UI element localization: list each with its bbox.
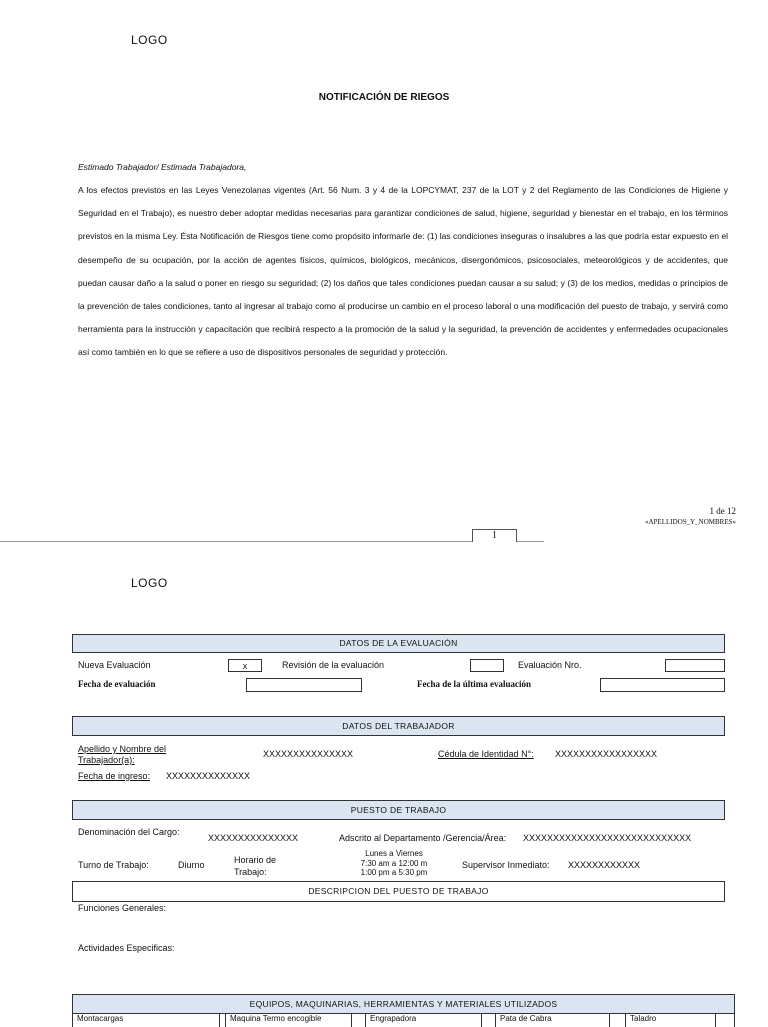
evaluacion-nro-field[interactable] (665, 659, 725, 672)
supervisor-label: Supervisor Inmediato: (462, 860, 550, 870)
revision-label: Revisión de la evaluación (282, 660, 385, 670)
greeting: Estimado Trabajador/ Estimada Trabajadora, (78, 162, 247, 172)
document-title: NOTIFICACIÓN DE RIEGOS (318, 92, 450, 103)
horario-value (352, 849, 436, 878)
body-paragraph: A los efectos previstos en las Leyes Venezolanas vigentes (Art. 56 Num. 3 y 4 de la LOPCYMAT, 237 de la LOT y 2 del Reglamento de las Condiciones de Higiene y Seguridad en el Trabajo), es nuestro deber adoptar medidas necesarias para garantizar condiciones de salud, higiene, seguridad y bienestar en el trabajo, en los términos previstos en la misma Ley. Ésta Notificación de Riesgos tiene como propósito informarle de: (1) las condiciones inseguras o insalubres a las que podría estar expuesto en el desempeño de su ocupación, por la acción de agentes físicos, químicos, biológicos, mecánicos, disergonómicos, psicosociales, meteorológicos y de accidentes, que puedan causar daño a la salud o poner en riesgo su seguridad; (2) los daños que tales condiciones puedan causar a su salud; y (3) de los medios, medidas o principios de la prevención de tales condiciones, tanto al ingresar al trabajo como al producirse un cambio en el proceso laboral o una modificación del puesto de trabajo, y servirá como herramienta para la instrucción y capacitación que recibirá respecto a la promoción de la salud y la seguridad, la prevención de accidentes y enfermedades ocupacionales así como también en lo que se refiere a uso de dispositivos personales de seguridad y protección. (78, 185, 728, 358)
equipo-item: Montacargas (77, 1014, 124, 1023)
nueva-evaluacion-checkbox[interactable]: x (228, 659, 262, 672)
equipo-check (609, 1014, 625, 1027)
nueva-evaluacion-label: Nueva Evaluación (78, 660, 151, 670)
equipos-row (72, 1013, 735, 1027)
section-header-evaluacion: DATOS DE LA EVALUACIÓN (72, 634, 725, 653)
actividades-label: Actividades Especificas: (78, 943, 175, 953)
ultima-evaluacion-label: Fecha de la última evaluación (417, 679, 531, 689)
revision-checkbox[interactable] (470, 659, 504, 672)
horario-line-3: 1:00 pm a 5:30 pm (360, 868, 428, 877)
logo-text-page2: LOGO (131, 576, 168, 590)
horario-label: Horario de Trabajo: (234, 855, 277, 877)
section-header-descripcion: DESCRIPCION DEL PUESTO DE TRABAJO (72, 881, 725, 902)
section-header-trabajador: DATOS DEL TRABAJADOR (72, 716, 725, 736)
equipo-item: Engrapadora (365, 1014, 481, 1027)
fecha-ingreso-label: Fecha de ingreso: (78, 771, 151, 781)
logo-text: LOGO (131, 33, 168, 47)
nombre-label: Apellido y Nombre del Trabajador(a): (78, 744, 167, 765)
cargo-label: Denominación del Cargo: (78, 827, 180, 837)
nombre-value: XXXXXXXXXXXXXXX (263, 749, 354, 759)
merge-field: «APELLIDOS_Y_NOMBRES» (644, 518, 736, 526)
departamento-label: Adscrito al Departamento /Gerencia/Área: (339, 833, 507, 843)
cargo-value: XXXXXXXXXXXXXXX (208, 833, 299, 843)
ultima-evaluacion-field[interactable] (600, 678, 725, 692)
supervisor-value: XXXXXXXXXXXX (568, 860, 641, 870)
equipo-check (351, 1014, 365, 1027)
evaluacion-nro-label: Evaluación Nro. (518, 660, 582, 670)
turno-label: Turno de Trabajo: (78, 860, 149, 870)
turno-value: Diurno (178, 860, 205, 870)
equipo-item: Taladro (625, 1014, 715, 1027)
departamento-value: XXXXXXXXXXXXXXXXXXXXXXXXXXXX (523, 833, 692, 843)
page-count: 1 de 12 (709, 506, 736, 516)
equipo-check (481, 1014, 495, 1027)
cedula-value: XXXXXXXXXXXXXXXXX (555, 749, 658, 759)
equipo-check (715, 1014, 735, 1027)
section-header-puesto: PUESTO DE TRABAJO (72, 800, 725, 820)
equipo-item: Maquina Termo encogible (225, 1014, 351, 1027)
cedula-label: Cédula de Identidad N°: (438, 749, 534, 759)
fecha-evaluacion-field[interactable] (246, 678, 362, 692)
fecha-evaluacion-label: Fecha de evaluación (78, 679, 156, 689)
equipo-item: Pata de Cabra (495, 1014, 609, 1027)
page-divider-left (0, 541, 472, 542)
section-header-equipos: EQUIPOS, MAQUINARIAS, HERRAMIENTAS Y MATERIALES UTILIZADOS (72, 994, 735, 1014)
fecha-ingreso-value: XXXXXXXXXXXXXX (166, 771, 251, 781)
page-number-tab: 1 (472, 529, 517, 542)
page-divider-right (516, 541, 544, 542)
horario-line-2: 7:30 am a 12:00 m (360, 858, 428, 868)
funciones-label: Funciones Generales: (78, 903, 167, 913)
horario-line-1: Lunes a Viernes (365, 849, 423, 858)
